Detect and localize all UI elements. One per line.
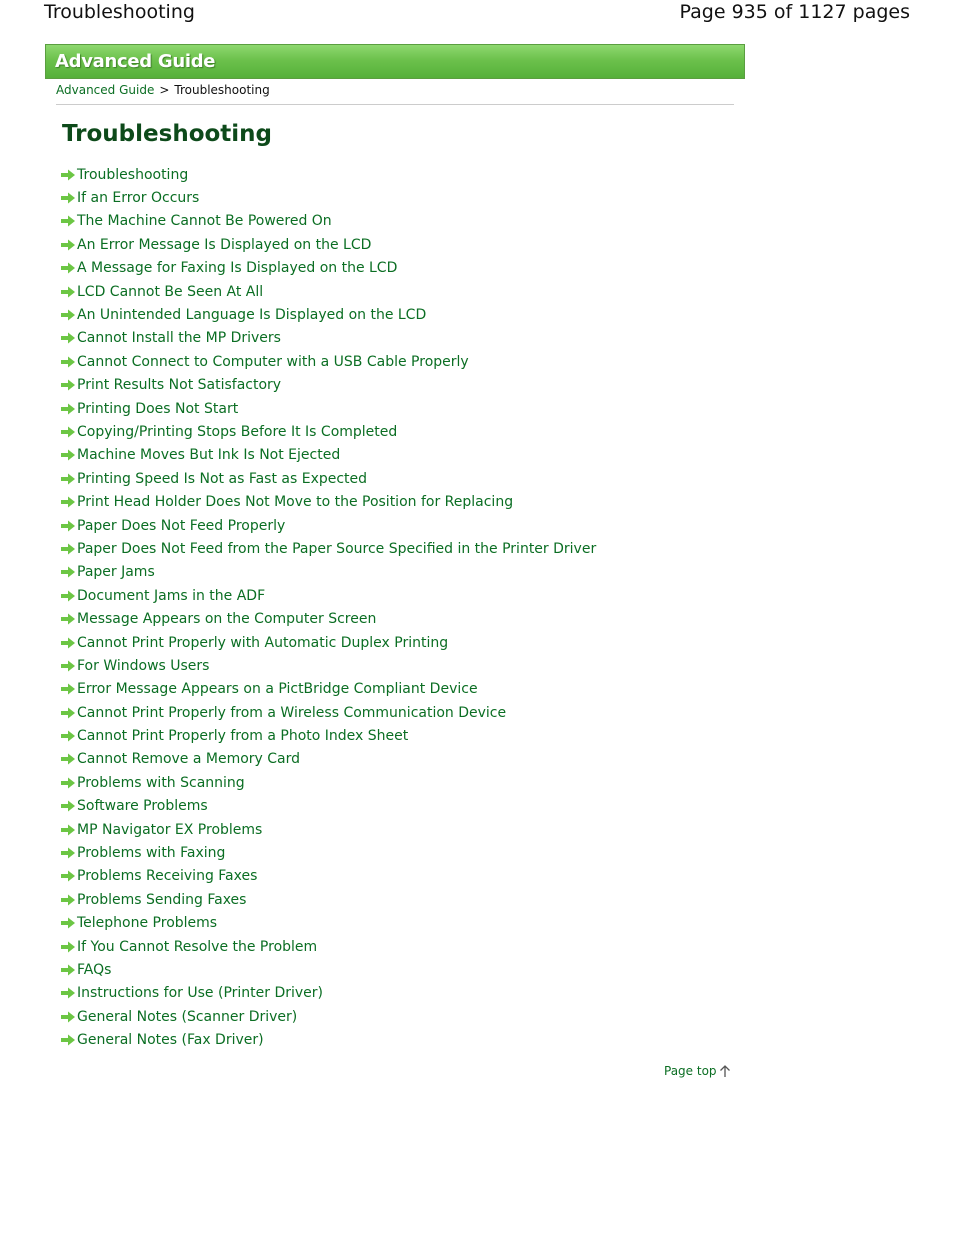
topic-link-label[interactable]: A Message for Faxing Is Displayed on the LCD — [77, 260, 398, 277]
topic-link-label[interactable]: FAQs — [77, 961, 112, 978]
topic-link[interactable] — [60, 865, 596, 888]
document-title: Troubleshooting — [44, 1, 195, 23]
topic-link-label[interactable]: Cannot Print Properly from a Photo Index Sheet — [77, 728, 409, 745]
topic-link[interactable] — [60, 748, 596, 771]
topic-link-label[interactable]: Cannot Install the MP Drivers — [77, 330, 281, 347]
breadcrumb — [56, 83, 270, 97]
topic-link-label[interactable]: Problems with Scanning — [77, 774, 245, 791]
topic-link[interactable] — [60, 607, 596, 630]
topic-link-label[interactable]: Paper Does Not Feed from the Paper Source Specified in the Printer Driver — [77, 540, 597, 557]
green-right-arrow-icon — [60, 1034, 76, 1046]
topic-link-label[interactable]: Message Appears on the Computer Screen — [77, 611, 377, 628]
topic-link[interactable] — [60, 771, 596, 794]
green-right-arrow-icon — [60, 894, 76, 906]
topic-link-label[interactable]: Printing Does Not Start — [77, 400, 239, 417]
topic-link-label[interactable]: Troubleshooting — [77, 166, 189, 183]
topic-link-label[interactable]: Problems Receiving Faxes — [77, 868, 258, 885]
topic-link-label[interactable]: An Error Message Is Displayed on the LCD — [77, 236, 372, 253]
advanced-guide-banner — [45, 44, 745, 79]
topic-link-label[interactable]: MP Navigator EX Problems — [77, 821, 263, 838]
topic-link[interactable] — [60, 1028, 596, 1051]
green-right-arrow-icon — [60, 964, 76, 976]
green-right-arrow-icon — [60, 215, 76, 227]
green-right-arrow-icon — [60, 309, 76, 321]
topic-link[interactable] — [60, 210, 596, 233]
green-right-arrow-icon — [60, 917, 76, 929]
green-right-arrow-icon — [60, 941, 76, 953]
green-right-arrow-icon — [60, 613, 76, 625]
green-right-arrow-icon — [60, 683, 76, 695]
topic-link[interactable] — [60, 818, 596, 841]
header-divider — [56, 104, 734, 105]
breadcrumb-current: Troubleshooting — [174, 83, 270, 97]
topic-link-label[interactable]: Instructions for Use (Printer Driver) — [77, 985, 324, 1002]
topic-link-label[interactable]: Software Problems — [77, 798, 208, 815]
banner-title: Advanced Guide — [55, 51, 216, 72]
topic-link[interactable] — [60, 678, 596, 701]
green-right-arrow-icon — [60, 426, 76, 438]
green-right-arrow-icon — [60, 847, 76, 859]
topic-link[interactable] — [60, 420, 596, 443]
topic-link-label[interactable]: If an Error Occurs — [77, 190, 200, 207]
topic-link-label[interactable]: Copying/Printing Stops Before It Is Completed — [77, 423, 398, 440]
topic-link[interactable] — [60, 163, 596, 186]
topic-link[interactable] — [60, 724, 596, 747]
green-right-arrow-icon — [60, 379, 76, 391]
breadcrumb-separator: > — [159, 83, 170, 97]
green-right-arrow-icon — [60, 637, 76, 649]
page-header — [0, 0, 954, 30]
topic-link[interactable] — [60, 654, 596, 677]
topic-link-label[interactable]: General Notes (Scanner Driver) — [77, 1008, 298, 1025]
topic-link[interactable] — [60, 561, 596, 584]
topic-link[interactable] — [60, 514, 596, 537]
green-right-arrow-icon — [60, 449, 76, 461]
topic-link[interactable] — [60, 935, 596, 958]
green-right-arrow-icon — [60, 800, 76, 812]
topic-link[interactable] — [60, 701, 596, 724]
green-right-arrow-icon — [60, 496, 76, 508]
topic-link-label[interactable]: The Machine Cannot Be Powered On — [77, 213, 332, 230]
topic-link[interactable] — [60, 303, 596, 326]
green-right-arrow-icon — [60, 1011, 76, 1023]
up-arrow-icon — [719, 1064, 731, 1078]
green-right-arrow-icon — [60, 262, 76, 274]
topic-link[interactable] — [60, 327, 596, 350]
green-right-arrow-icon — [60, 239, 76, 251]
green-right-arrow-icon — [60, 566, 76, 578]
topic-link-label[interactable]: General Notes (Fax Driver) — [77, 1032, 264, 1049]
green-right-arrow-icon — [60, 356, 76, 368]
page-top-link[interactable] — [664, 1064, 731, 1078]
topic-link-label[interactable]: Paper Jams — [77, 564, 155, 581]
green-right-arrow-icon — [60, 777, 76, 789]
topic-link-label[interactable]: Document Jams in the ADF — [77, 587, 266, 604]
topic-link[interactable] — [60, 982, 596, 1005]
topic-link[interactable] — [60, 397, 596, 420]
green-right-arrow-icon — [60, 192, 76, 204]
topic-link-label[interactable]: Machine Moves But Ink Is Not Ejected — [77, 447, 341, 464]
green-right-arrow-icon — [60, 543, 76, 555]
topic-link-label[interactable]: Telephone Problems — [77, 915, 218, 932]
green-right-arrow-icon — [60, 707, 76, 719]
topic-link[interactable] — [60, 958, 596, 981]
breadcrumb-link-advanced-guide[interactable]: Advanced Guide — [56, 83, 155, 97]
topic-link-label[interactable]: Paper Does Not Feed Properly — [77, 517, 286, 534]
topic-link[interactable] — [60, 1005, 596, 1028]
green-right-arrow-icon — [60, 473, 76, 485]
topic-link[interactable] — [60, 374, 596, 397]
topic-link-list — [60, 163, 596, 1052]
green-right-arrow-icon — [60, 332, 76, 344]
green-right-arrow-icon — [60, 403, 76, 415]
topic-link[interactable] — [60, 912, 596, 935]
green-right-arrow-icon — [60, 520, 76, 532]
topic-link-label[interactable]: Cannot Connect to Computer with a USB Cable Properly — [77, 353, 469, 370]
topic-link-label[interactable]: An Unintended Language Is Displayed on the LCD — [77, 307, 427, 324]
green-right-arrow-icon — [60, 753, 76, 765]
topic-link[interactable] — [60, 584, 596, 607]
topic-link-label[interactable]: Print Head Holder Does Not Move to the Position for Replacing — [77, 494, 514, 511]
topic-link-label[interactable]: Printing Speed Is Not as Fast as Expected — [77, 470, 368, 487]
topic-link[interactable] — [60, 537, 596, 560]
topic-link-label[interactable]: Cannot Print Properly with Automatic Duplex Printing — [77, 634, 449, 651]
topic-link[interactable] — [60, 631, 596, 654]
topic-link-label[interactable]: Cannot Print Properly from a Wireless Communication Device — [77, 704, 507, 721]
green-right-arrow-icon — [60, 590, 76, 602]
topic-link[interactable] — [60, 186, 596, 209]
topic-link[interactable] — [60, 795, 596, 818]
green-right-arrow-icon — [60, 987, 76, 999]
page-title: Troubleshooting — [62, 121, 273, 147]
topic-link-label[interactable]: If You Cannot Resolve the Problem — [77, 938, 318, 955]
green-right-arrow-icon — [60, 169, 76, 181]
topic-link-label[interactable]: Problems with Faxing — [77, 845, 226, 862]
green-right-arrow-icon — [60, 286, 76, 298]
topic-link[interactable] — [60, 888, 596, 911]
topic-link-label[interactable]: LCD Cannot Be Seen At All — [77, 283, 264, 300]
green-right-arrow-icon — [60, 730, 76, 742]
topic-link-label[interactable]: Error Message Appears on a PictBridge Compliant Device — [77, 681, 478, 698]
green-right-arrow-icon — [60, 870, 76, 882]
topic-link-label[interactable]: Cannot Remove a Memory Card — [77, 751, 301, 768]
topic-link[interactable] — [60, 280, 596, 303]
topic-link[interactable] — [60, 490, 596, 513]
topic-link[interactable] — [60, 257, 596, 280]
topic-link[interactable] — [60, 841, 596, 864]
green-right-arrow-icon — [60, 660, 76, 672]
green-right-arrow-icon — [60, 824, 76, 836]
topic-link-label[interactable]: Print Results Not Satisfactory — [77, 377, 282, 394]
topic-link-label[interactable]: For Windows Users — [77, 657, 210, 674]
topic-link[interactable] — [60, 444, 596, 467]
page-counter: Page 935 of 1127 pages — [679, 1, 910, 23]
topic-link[interactable] — [60, 467, 596, 490]
page-top-label[interactable]: Page top — [664, 1064, 717, 1078]
topic-link[interactable] — [60, 233, 596, 256]
topic-link-label[interactable]: Problems Sending Faxes — [77, 891, 247, 908]
topic-link[interactable] — [60, 350, 596, 373]
